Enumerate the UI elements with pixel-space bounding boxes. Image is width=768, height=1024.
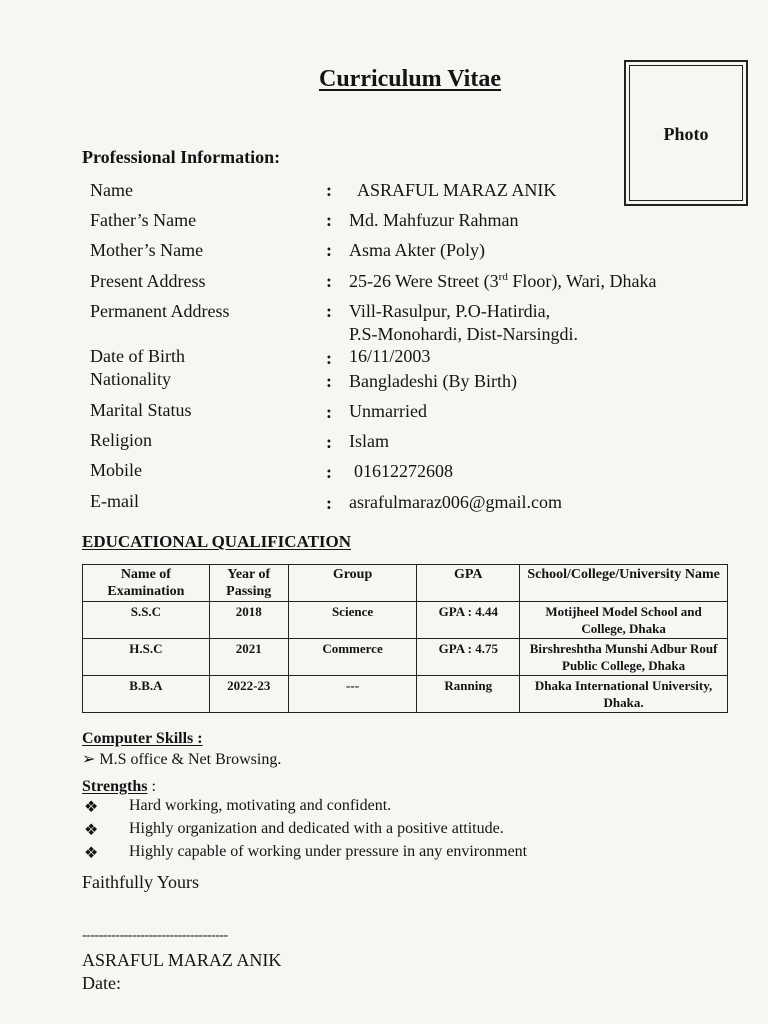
column-header: Year of Passing	[209, 565, 288, 602]
column-header: Group	[288, 565, 417, 602]
info-value: Unmarried	[349, 401, 427, 421]
professional-info-heading: Professional Information:	[82, 147, 281, 167]
cell-group: Commerce	[288, 639, 417, 676]
info-value: 16/11/2003	[349, 346, 431, 366]
info-row-name	[0, 180, 768, 204]
cell-exam: H.S.C	[83, 639, 210, 676]
info-value: Md. Mahfuzur Rahman	[349, 210, 519, 230]
info-label: Marital Status	[90, 400, 192, 420]
strength-item: Highly capable of working under pressure in any environment	[129, 843, 528, 860]
info-row-permanent-address	[0, 301, 768, 349]
colon: :	[326, 493, 332, 513]
info-row-mother	[0, 240, 768, 264]
info-row-nationality	[0, 369, 768, 393]
diamond-bullet-icon: ❖	[84, 799, 99, 816]
cell-year: 2022-23	[209, 676, 288, 713]
info-row-marital	[0, 400, 768, 424]
strength-item: Highly organization and dedicated with a positive attitude.	[129, 820, 504, 837]
info-label: Mobile	[90, 460, 142, 480]
cell-gpa: Ranning	[417, 676, 520, 713]
diamond-bullet-icon: ❖	[84, 845, 99, 862]
info-row-mobile	[0, 460, 768, 484]
info-value: Asma Akter (Poly)	[349, 240, 485, 260]
colon: :	[326, 348, 332, 368]
info-value-line2: P.S-Monohardi, Dist-Narsingdi.	[349, 324, 578, 344]
info-label: Father’s Name	[90, 210, 197, 230]
colon: :	[326, 240, 332, 260]
table-row	[83, 602, 728, 639]
colon: :	[326, 271, 332, 291]
info-label: Date of Birth	[90, 346, 185, 366]
info-value: 25-26 Were Street (3rd Floor), Wari, Dhaka	[349, 271, 657, 291]
info-row-present-address	[0, 271, 768, 295]
table-row	[83, 639, 728, 676]
cell-year: 2021	[209, 639, 288, 676]
cell-institution: Motijheel Model School and College, Dhaka	[520, 602, 728, 639]
colon: :	[326, 210, 332, 230]
skill-item	[82, 749, 281, 769]
education-table	[82, 564, 728, 713]
info-label: E-mail	[90, 491, 139, 511]
colon: :	[326, 301, 332, 321]
signature-line: -----------------------------------	[82, 928, 228, 943]
arrow-bullet-icon: ➢	[82, 751, 96, 768]
info-label: Religion	[90, 430, 152, 450]
info-row-email	[0, 491, 768, 515]
info-label: Name	[90, 180, 133, 200]
info-value: 01612272608	[354, 461, 453, 481]
colon: :	[326, 402, 332, 422]
info-row-father	[0, 210, 768, 234]
strength-item: Hard working, motivating and confident.	[129, 797, 392, 814]
strengths-heading: Strengths :	[82, 778, 156, 795]
info-value: Islam	[349, 431, 389, 451]
closing-text: Faithfully Yours	[82, 872, 200, 892]
cell-gpa: GPA : 4.44	[417, 602, 520, 639]
cell-institution: Birshreshtha Munshi Adbur Rouf Public College, Dhaka	[520, 639, 728, 676]
info-value: Bangladeshi (By Birth)	[349, 371, 517, 391]
cell-group: ---	[288, 676, 417, 713]
info-row-dob	[0, 346, 768, 370]
page-title: Curriculum Vitae	[319, 66, 501, 92]
info-label: Mother’s Name	[90, 240, 204, 260]
cell-exam: B.B.A	[83, 676, 210, 713]
photo-label: Photo	[663, 124, 709, 144]
info-value: ASRAFUL MARAZ ANIK	[357, 180, 557, 200]
cell-group: Science	[288, 602, 417, 639]
strengths-heading-text: Strengths	[82, 778, 148, 795]
column-header: School/College/University Name	[520, 565, 728, 602]
cell-year: 2018	[209, 602, 288, 639]
signature-name: ASRAFUL MARAZ ANIK	[82, 950, 282, 970]
info-label: Permanent Address	[90, 301, 230, 321]
column-header: GPA	[417, 565, 520, 602]
education-heading: EDUCATIONAL QUALIFICATION	[82, 532, 352, 551]
skill-item-text: M.S office & Net Browsing.	[99, 751, 282, 768]
colon: :	[326, 180, 332, 200]
computer-skills-heading: Computer Skills :	[82, 730, 203, 747]
cell-gpa: GPA : 4.75	[417, 639, 520, 676]
colon: :	[326, 371, 332, 391]
table-row	[83, 676, 728, 713]
cell-exam: S.S.C	[83, 602, 210, 639]
table-header-row	[83, 565, 728, 602]
info-value: asrafulmaraz006@gmail.com	[349, 492, 562, 512]
cell-institution: Dhaka International University, Dhaka.	[520, 676, 728, 713]
info-label: Present Address	[90, 271, 206, 291]
info-label: Nationality	[90, 369, 171, 389]
diamond-bullet-icon: ❖	[84, 822, 99, 839]
info-value: Vill-Rasulpur, P.O-Hatirdia,	[349, 301, 551, 321]
column-header: Name of Examination	[83, 565, 210, 602]
date-label: Date:	[82, 973, 121, 993]
colon: :	[326, 432, 332, 452]
info-row-religion	[0, 430, 768, 454]
colon: :	[326, 462, 332, 482]
